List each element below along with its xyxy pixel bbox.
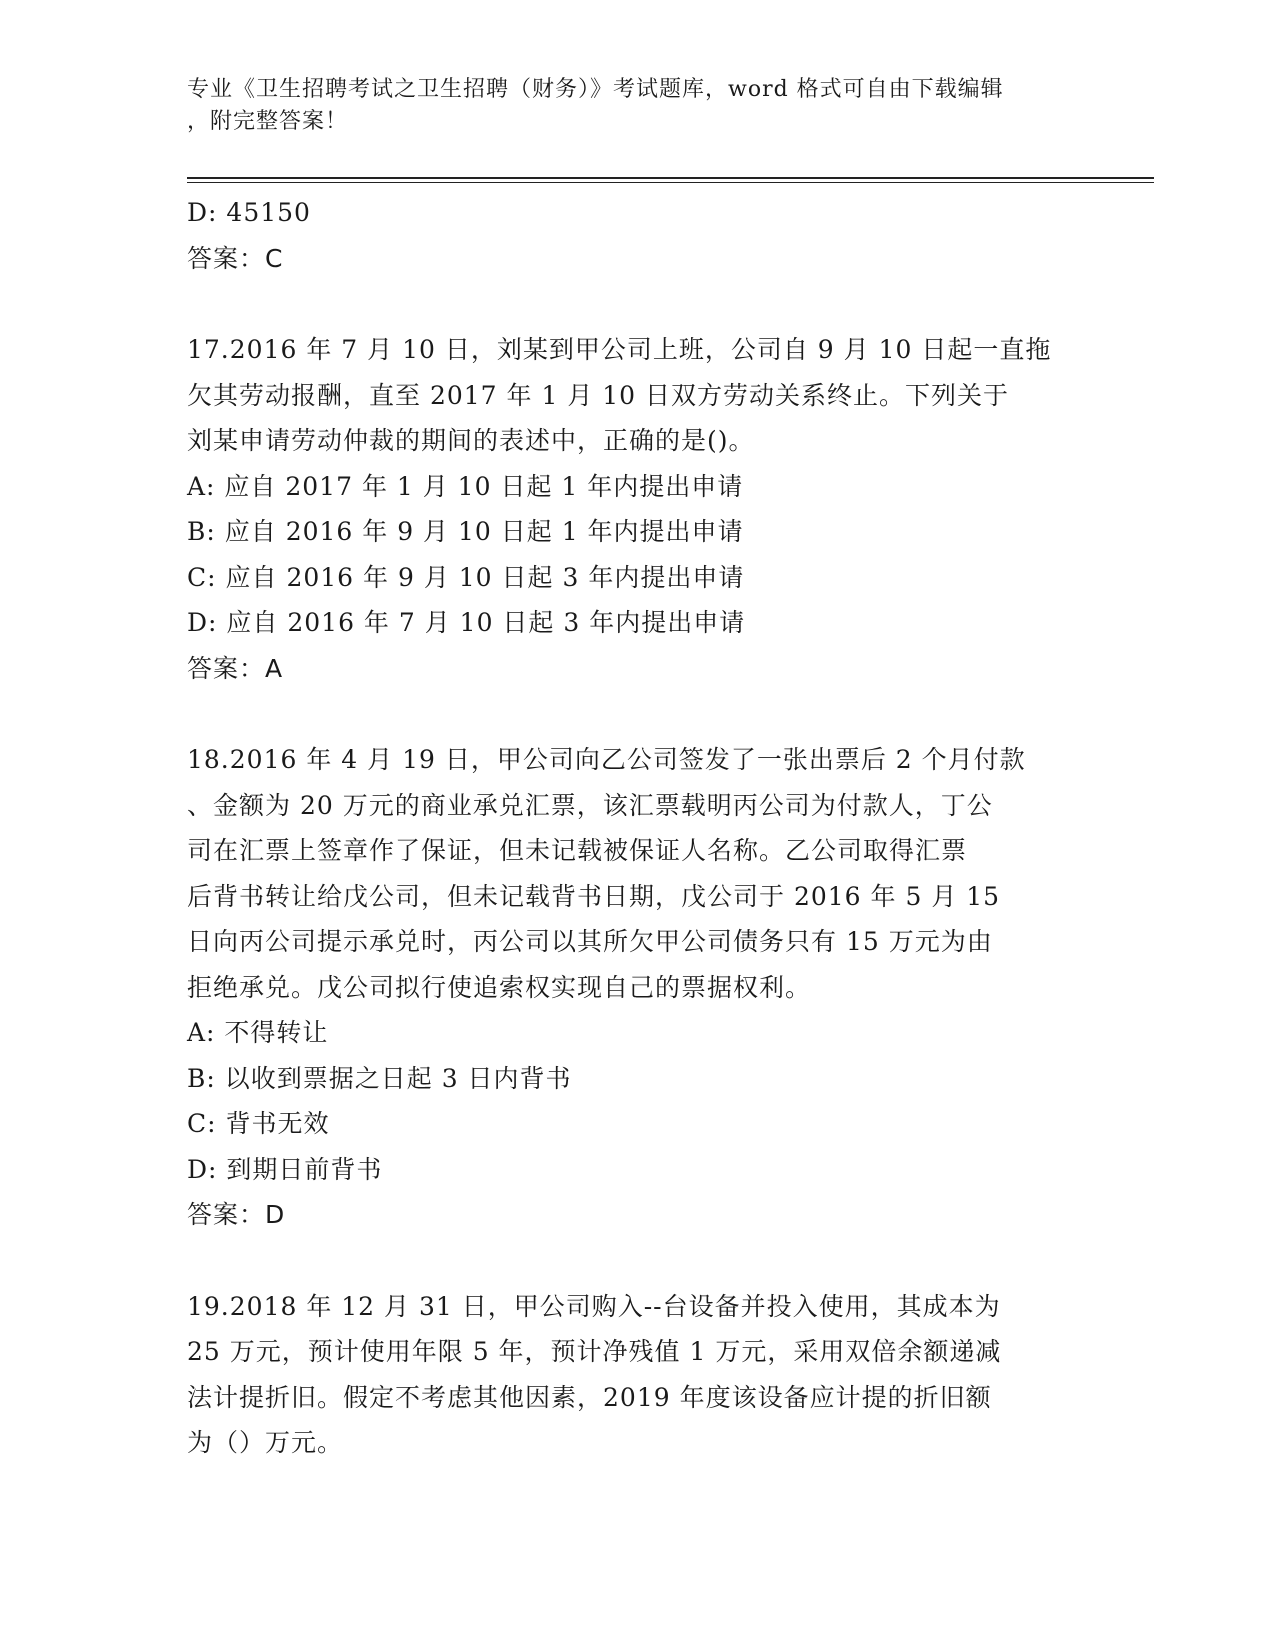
header-line-2: ，附完整答案！ — [187, 109, 349, 134]
spacer — [187, 281, 1087, 327]
header-divider-thick — [187, 177, 1154, 179]
question-19 — [187, 1284, 1087, 1466]
spacer — [187, 1238, 1087, 1284]
question-stem-line: 18.2016 年 4 月 19 日，甲公司向乙公司签发了一张出票后 2 个月付款 — [187, 745, 1026, 774]
question-list — [187, 190, 1087, 1466]
answer-label: 答案：A — [187, 653, 284, 683]
option-a: A: 不得转让 — [187, 1018, 329, 1047]
page-header — [187, 74, 1087, 138]
question-stem-line: 为（）万元。 — [187, 1428, 344, 1457]
option-b: B: 应自 2016 年 9 月 10 日起 1 年内提出申请 — [187, 517, 744, 546]
option-a: A: 应自 2017 年 1 月 10 日起 1 年内提出申请 — [187, 471, 744, 501]
question-stem-line: 法计提折旧。假定不考虑其他因素，2019 年度该设备应计提的折旧额 — [187, 1382, 992, 1412]
option-b: B: 以收到票据之日起 3 日内背书 — [187, 1063, 572, 1093]
question-stem-line: 欠其劳动报酬，直至 2017 年 1 月 10 日双方劳动关系终止。下列关于 — [187, 380, 1010, 410]
option-d: D: 45150 — [187, 198, 311, 227]
question-stem-line: 刘某申请劳动仲裁的期间的表述中，正确的是()。 — [187, 426, 755, 455]
question-stem-line: 、金额为 20 万元的商业承兑汇票，该汇票载明丙公司为付款人，丁公 — [187, 790, 993, 820]
option-d: D: 到期日前背书 — [187, 1154, 383, 1184]
question-stem-line: 后背书转让给戊公司，但未记载背书日期，戊公司于 2016 年 5 月 15 — [187, 881, 1001, 911]
question-stem-line: 19.2018 年 12 月 31 日，甲公司购入--台设备并投入使用，其成本为 — [187, 1291, 1001, 1321]
question-16-tail — [187, 190, 1087, 281]
option-d: D: 应自 2016 年 7 月 10 日起 3 年内提出申请 — [187, 608, 746, 637]
question-stem-line: 日向丙公司提示承兑时，丙公司以其所欠甲公司债务只有 15 万元为由 — [187, 927, 993, 956]
question-stem-line: 17.2016 年 7 月 10 日，刘某到甲公司上班，公司自 9 月 10 日起一直拖 — [187, 335, 1052, 364]
answer-label: 答案：C — [187, 243, 284, 273]
question-stem-line: 拒绝承兑。戊公司拟行使追索权实现自己的票据权利。 — [187, 972, 812, 1002]
question-stem-line: 司在汇票上签章作了保证，但未记载被保证人名称。乙公司取得汇票 — [187, 836, 968, 865]
option-c: C: 应自 2016 年 9 月 10 日起 3 年内提出申请 — [187, 562, 745, 592]
header-divider-thin — [187, 182, 1154, 183]
question-stem-line: 25 万元，预计使用年限 5 年，预计净残值 1 万元，采用双倍余额递减 — [187, 1337, 1002, 1366]
header-line-1: 专业《卫生招聘考试之卫生招聘（财务）》考试题库，word 格式可自由下载编辑 — [187, 77, 1004, 102]
question-18 — [187, 737, 1087, 1238]
question-17 — [187, 327, 1087, 691]
spacer — [187, 691, 1087, 737]
option-c: C: 背书无效 — [187, 1109, 330, 1138]
answer-label: 答案：D — [187, 1200, 286, 1229]
